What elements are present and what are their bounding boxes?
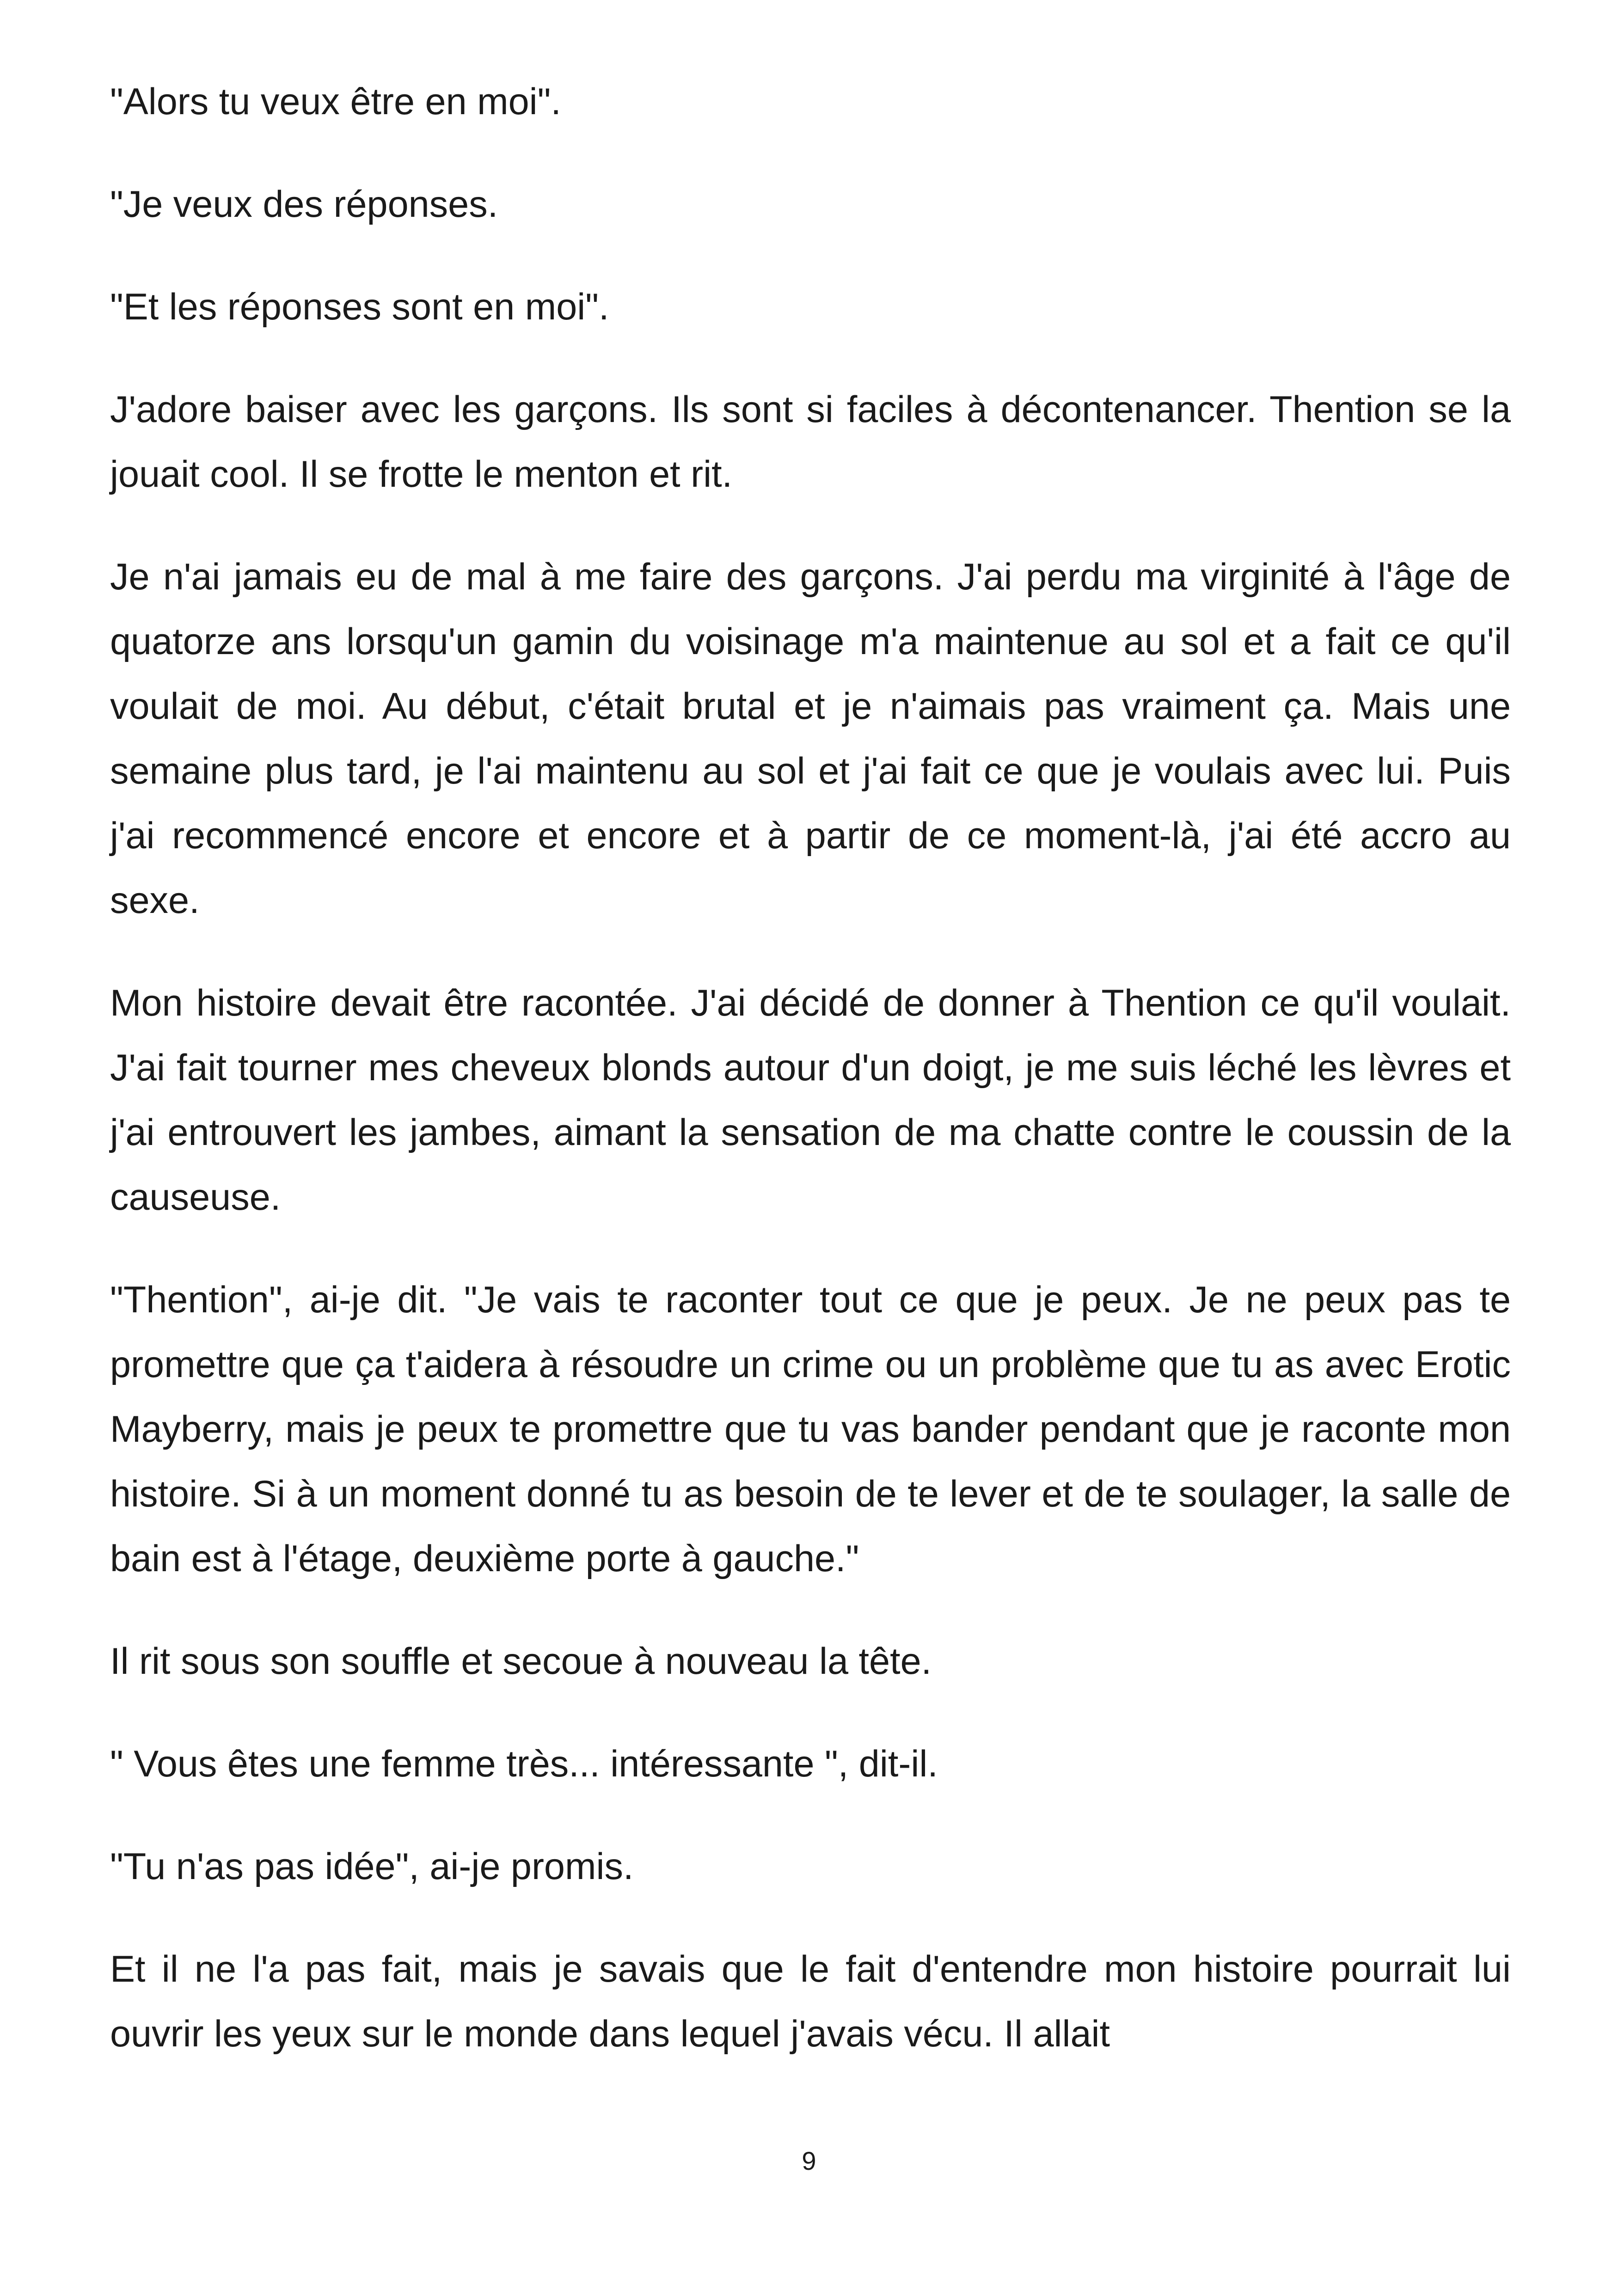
paragraph: J'adore baiser avec les garçons. Ils sont si faciles à décontenancer. Thention se la jouait cool. Il se frotte le menton et rit. <box>110 389 1511 495</box>
paragraph: Je n'ai jamais eu de mal à me faire des garçons. J'ai perdu ma virginité à l'âge de quatorze ans lorsqu'un gamin du voisinage m'a maintenue au sol et a fait ce qu'il voulait de moi. Au début, c'était brutal et je n'aimais pas vraiment ça. Mais une semaine plus tard, je l'ai maintenu au sol et j'ai fait ce que je voulais avec lui. Puis j'ai recommencé encore et encore et à partir de ce moment-là, j'ai été accro au sexe. <box>110 556 1511 921</box>
paragraph: Et il ne l'a pas fait, mais je savais que le fait d'entendre mon histoire pourrait lui ouvrir les yeux sur le monde dans lequel j'avais vécu. Il allait <box>110 1948 1511 2055</box>
paragraph: "Je veux des réponses. <box>110 184 498 225</box>
paragraph: Mon histoire devait être racontée. J'ai décidé de donner à Thention ce qu'il voulait. J'ai fait tourner mes cheveux blonds autour d'un doigt, je me suis léché les lèvres et j'ai entrouvert les jambes, aimant la sensation de ma chatte contre le coussin de la causeuse. <box>110 982 1511 1218</box>
paragraph: "Alors tu veux être en moi". <box>110 81 561 122</box>
body-text <box>110 69 1511 2104</box>
paragraph: "Et les réponses sont en moi". <box>110 286 609 328</box>
paragraph: " Vous êtes une femme très... intéressante ", dit-il. <box>110 1743 938 1785</box>
paragraph: "Thention", ai-je dit. "Je vais te raconter tout ce que je peux. Je ne peux pas te promettre que ça t'aidera à résoudre un crime ou un problème que tu as avec Erotic Mayberry, mais je peux te promettre que tu vas bander pendant que je raconte mon histoire. Si à un moment donné tu as besoin de te lever et de te soulager, la salle de bain est à l'étage, deuxième porte à gauche." <box>110 1279 1511 1580</box>
paragraph: Il rit sous son souffle et secoue à nouveau la tête. <box>110 1641 932 1682</box>
paragraph: "Tu n'as pas idée", ai-je promis. <box>110 1846 634 1887</box>
page-number: 9 <box>802 2146 816 2175</box>
